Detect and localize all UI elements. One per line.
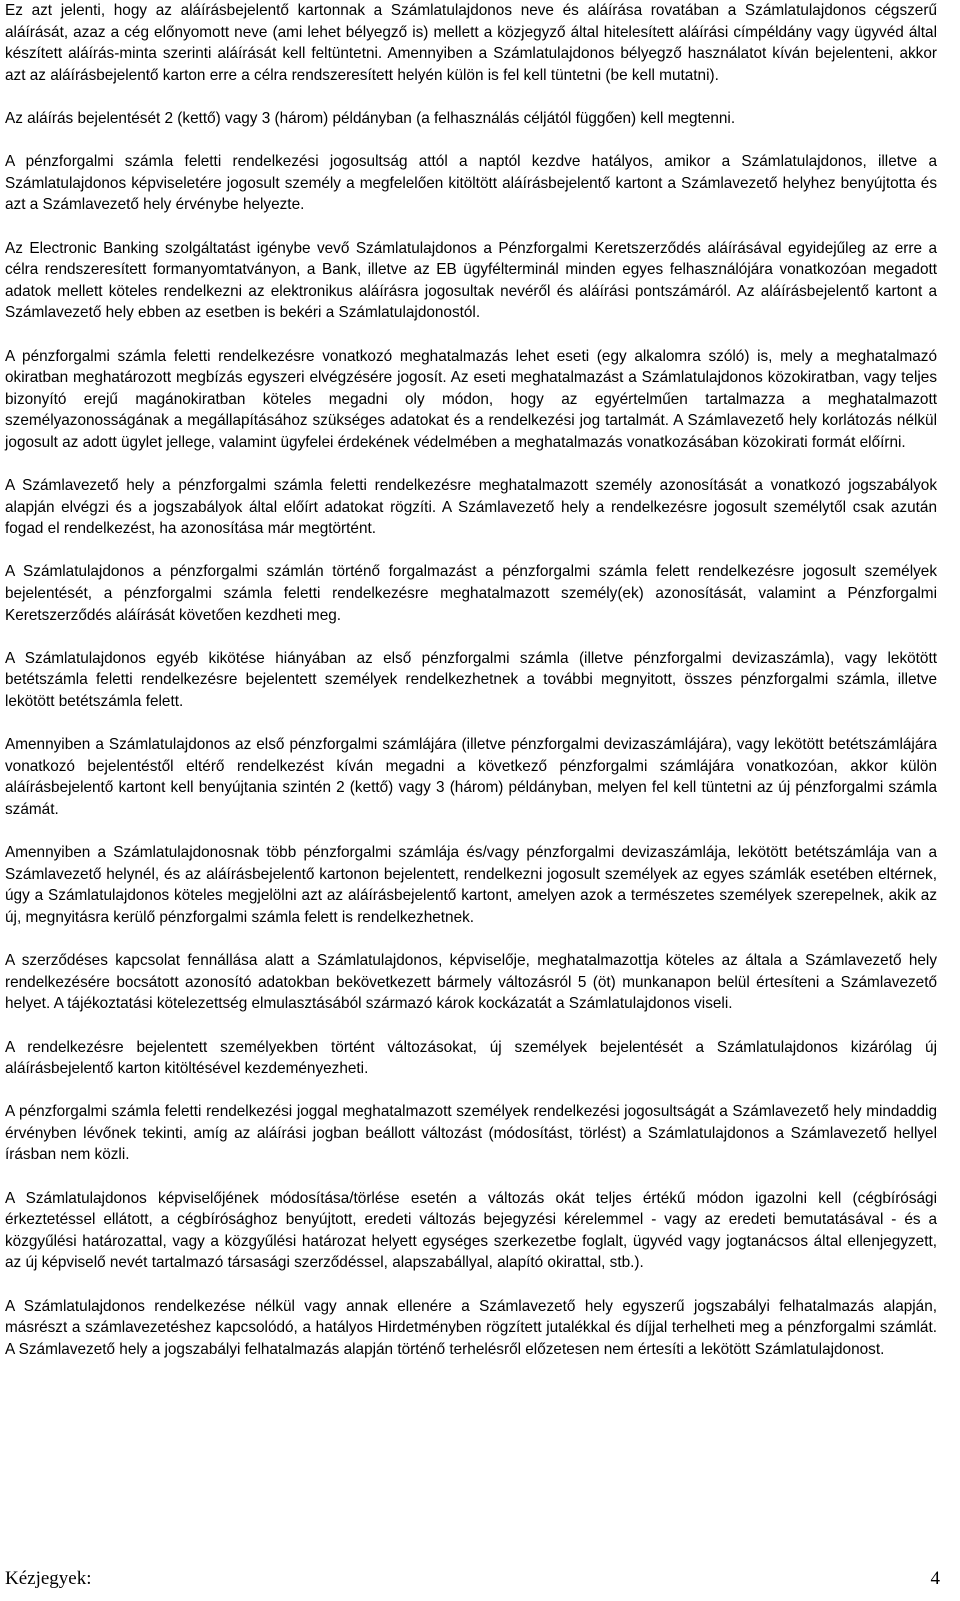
paragraph: A pénzforgalmi számla feletti rendelkezésre vonatkozó meghatalmazás lehet eseti (egy alkalomra szóló) is, mely a meghatalmazó okiratban meghatározott megbízás egyszeri elvégzésére jogosít. Az eseti meghatalmazást a Számlatulajdonos közokiratban, vagy teljes bizonyító erejű magánokiratban köteles megadni oly módon, hogy az egyértelműen tartalmazza a meghatalmazott személyazonosságának a megállapításához szükséges adatokat és a rendelkezési jog tartalmát. A Számlavezető hely korlátozás nélkül jogosult az adott ügylet jellege, valamint ügyfelei érdekének védelmében a meghatalmazás vonatkozásában közokirati formát előírni.: [5, 347, 937, 451]
paragraph: A szerződéses kapcsolat fennállása alatt a Számlatulajdonos, képviselője, meghatalmazottja köteles az általa a Számlavezető hely rendelkezésére bocsátott azonosító adatokban bekövetkezett bármely változásról 5 (öt) munkanapon belül értesíteni a Számlavezető helyet. A tájékoztatási kötelezettség elmulasztásából származó károk kockázatát a Számlatulajdonos viseli.: [5, 952, 937, 1013]
paragraph: A Számlatulajdonos a pénzforgalmi számlán történő forgalmazást a pénzforgalmi számla felett rendelkezésre jogosult személyek bejelentését, a pénzforgalmi számla feletti rendelkezésre meghatalmazott személy(ek) azonosítását, valamint a Pénzforgalmi Keretszerződés aláírását követően kezdheti meg.: [5, 563, 937, 624]
paragraph: A Számlavezető hely a pénzforgalmi számla feletti rendelkezésre meghatalmazott személy azonosítását a vonatkozó jogszabályok alapján elvégzi és a jogszabályok által előírt adatokat rögzíti. A Számlavezető hely a rendelkezésre jogosult személytől csak azután fogad el rendelkezést, ha azonosítása már megtörtént.: [5, 477, 937, 538]
page-footer: [5, 1568, 940, 1592]
paragraph: Az aláírás bejelentését 2 (kettő) vagy 3 (három) példányban (a felhasználás céljától függően) kell megtenni.: [5, 109, 736, 127]
paragraph: A Számlatulajdonos képviselőjének módosítása/törlése esetén a változás okát teljes értékű módon igazolni kell (cégbírósági érkeztetéssel ellátott, a cégbírósághoz benyújtott, eredeti változás bejegyzési kérelemmel - vagy az eredeti bemutatásával - és a közgyűlési határozattal, vagy a közgyűlési határozat helyett egységes szerkezetbe foglalt, ügyvéd vagy jogtanácsos által ellenjegyzett, az új képviselő nevét tartalmazó társasági szerződéssel, alapszabállyal, alapító okirattal, stb.).: [5, 1189, 937, 1272]
paragraph: A Számlatulajdonos rendelkezése nélkül vagy annak ellenére a Számlavezető hely egyszerű jogszabályi felhatalmazás alapján, másrészt a számlavezetéshez kapcsolódó, a hatályos Hirdetményben rögzített jutalékkal és díjjal terhelheti meg a pénzforgalmi számlát. A Számlavezető hely a jogszabályi felhatalmazás alapján történő terhelésről előzetesen nem értesíti a lekötött Számlatulajdonost.: [5, 1297, 937, 1358]
paragraph: A pénzforgalmi számla feletti rendelkezési jogosultság attól a naptól kezdve hatályos, amikor a Számlatulajdonos, illetve a Számlatulajdonos képviseletére jogosult személy a megfelelően kitöltött aláírásbejelentő kartont a Számlavezető helyhez benyújtotta és azt a Számlavezető hely érvénybe helyezte.: [5, 153, 937, 214]
paragraph: A Számlatulajdonos egyéb kikötése hiányában az első pénzforgalmi számla (illetve pénzforgalmi devizaszámla), vagy lekötött betétszámla feletti rendelkezésre bejelentett személyek rendelkezhetnek a további megnyitott, összes pénzforgalmi számla, illetve lekötött betétszámla felett.: [5, 649, 937, 710]
paragraph: A rendelkezésre bejelentett személyekben történt változásokat, új személyek bejelentését a Számlatulajdonos kizárólag új aláírásbejelentő karton kitöltésével kezdeményezheti.: [5, 1038, 937, 1078]
paragraph: Amennyiben a Számlatulajdonosnak több pénzforgalmi számlája és/vagy pénzforgalmi devizaszámlája, lekötött betétszámlája van a Számlavezető helynél, és az aláírásbejelentő kartonon bejelentett, rendelkezni jogosult személyek az egyes számlák esetében eltérnek, úgy a Számlatulajdonos köteles megjelölni azt az aláírásbejelentő kartont, amelyen azok a természetes személyek szerepelnek, akik az új, megnyitásra kerülő pénzforgalmi számla felett is rendelkezhetnek.: [5, 844, 937, 926]
document-body: [5, 0, 937, 1382]
paragraph: Az Electronic Banking szolgáltatást igénybe vevő Számlatulajdonos a Pénzforgalmi Keretszerződés aláírásával egyidejűleg az erre a célra rendszeresített formanyomtatványon, a Bank, illetve az EB ügyfélterminál minden egyes felhasználójára vonatkozóan megadott adatok mellett köteles rendelkezni az elektronikus aláírásra jogosultak nevéről és aláírási pontszámáról. Az aláírásbejelentő kartont a Számlavezető hely ebben az esetben is bekéri a Számlatulajdonostól.: [5, 239, 937, 322]
paragraph: Ez azt jelenti, hogy az aláírásbejelentő kartonnak a Számlatulajdonos neve és aláírása rovatában a Számlatulajdonos cégszerű aláírását, azaz a cég előnyomott neve (ami lehet bélyegző is) mellett a közjegyző által hitelesített aláírási címpéldány vagy ügyvéd által készített aláírás-minta szerinti aláírását kell feltüntetni. Amennyiben a Számlatulajdonos bélyegző használatot kíván bejelenteni, akkor azt az aláírásbejelentő karton erre a célra rendszeresített helyén külön is fel kell tüntetni (be kell mutatni).: [5, 2, 937, 84]
paragraph: A pénzforgalmi számla feletti rendelkezési joggal meghatalmazott személyek rendelkezési jogosultságát a Számlavezető hely mindaddig érvényben lévőnek tekinti, amíg az aláírási jogban beállott változást (módosítást, törlést) a Számlatulajdonos a Számlavezető hellyel írásban nem közli.: [5, 1103, 937, 1164]
initials-label: Kézjegyek:: [5, 1568, 92, 1589]
paragraph: Amennyiben a Számlatulajdonos az első pénzforgalmi számlájára (illetve pénzforgalmi devizaszámlájára), vagy lekötött betétszámlájára vonatkozó bejelentéstől eltérő rendelkezést kíván megadni a következő pénzforgalmi számlájára vonatkozóan, akkor külön aláírásbejelentő kartont kell benyújtania szintén 2 (kettő) vagy 3 (három) példányban, melyen fel kell tüntetni az új pénzforgalmi számla számát.: [5, 736, 937, 818]
page-number: 4: [930, 1568, 940, 1589]
